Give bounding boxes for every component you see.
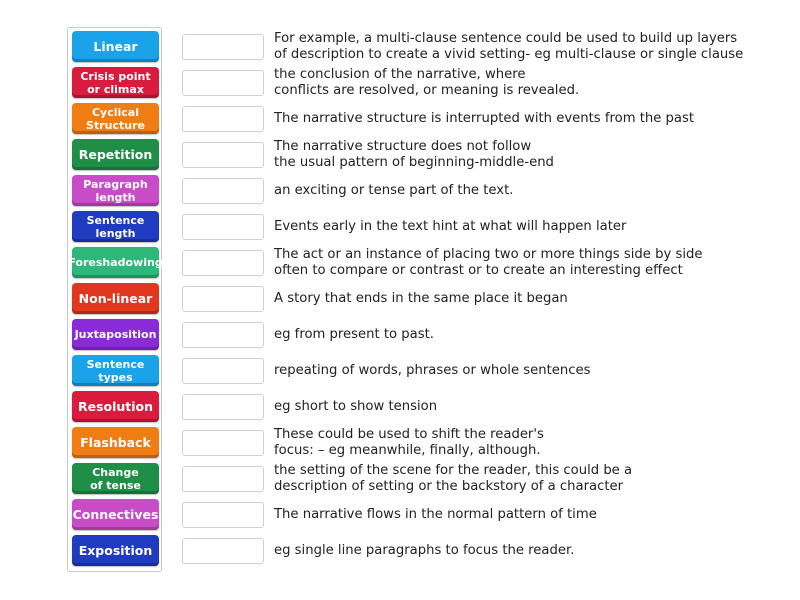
- tile-crisis-point-or-climax[interactable]: Crisis point or climax: [72, 67, 159, 98]
- answer-drop-box[interactable]: [182, 178, 264, 204]
- description-text: Events early in the text hint at what will happen later: [274, 219, 627, 234]
- answer-drop-box[interactable]: [182, 538, 264, 564]
- answer-drop-box[interactable]: [182, 34, 264, 60]
- description-text: eg from present to past.: [274, 327, 434, 342]
- tile-sentence-length[interactable]: Sentence length: [72, 211, 159, 242]
- answer-drop-box[interactable]: [182, 286, 264, 312]
- tile-resolution[interactable]: Resolution: [72, 391, 159, 422]
- tile-foreshadowing[interactable]: Foreshadowing: [72, 247, 159, 278]
- description-text: For example, a multi-clause sentence could be used to build up layers of description to create a vivid setting- eg multi-clause or single clause: [274, 31, 744, 62]
- description-text: the conclusion of the narrative, where conflicts are resolved, or meaning is revealed.: [274, 67, 580, 98]
- tile-paragraph-length[interactable]: Paragraph length: [72, 175, 159, 206]
- description-text: The narrative structure does not follow the usual pattern of beginning-middle-end: [274, 139, 554, 170]
- tile-linear[interactable]: Linear: [72, 31, 159, 62]
- answer-drop-box[interactable]: [182, 142, 264, 168]
- description-text: the setting of the scene for the reader, this could be a description of setting or the backstory of a character: [274, 463, 633, 494]
- answer-drop-box[interactable]: [182, 358, 264, 384]
- description-text: repeating of words, phrases or whole sentences: [274, 363, 591, 378]
- answer-drop-box[interactable]: [182, 394, 264, 420]
- tile-connectives[interactable]: Connectives: [72, 499, 159, 530]
- answer-drop-box[interactable]: [182, 250, 264, 276]
- answer-drop-box[interactable]: [182, 430, 264, 456]
- description-text: an exciting or tense part of the text.: [274, 183, 514, 198]
- description-text: eg short to show tension: [274, 399, 438, 414]
- tile-change-of-tense[interactable]: Change of tense: [72, 463, 159, 494]
- tile-exposition[interactable]: Exposition: [72, 535, 159, 566]
- tile-sentence-types[interactable]: Sentence types: [72, 355, 159, 386]
- answer-drop-box[interactable]: [182, 466, 264, 492]
- description-text: A story that ends in the same place it began: [274, 291, 568, 306]
- answer-drop-box[interactable]: [182, 106, 264, 132]
- description-text: The narrative structure is interrupted with events from the past: [274, 111, 695, 126]
- description-text: These could be used to shift the reader's focus: – eg meanwhile, finally, although.: [274, 427, 544, 458]
- tile-flashback[interactable]: Flashback: [72, 427, 159, 458]
- description-text: The act or an instance of placing two or more things side by side often to compare or contrast or to create an interesting effect: [274, 247, 703, 278]
- tile-non-linear[interactable]: Non-linear: [72, 283, 159, 314]
- description-text: eg single line paragraphs to focus the reader.: [274, 543, 575, 558]
- tile-repetition[interactable]: Repetition: [72, 139, 159, 170]
- answer-drop-box[interactable]: [182, 70, 264, 96]
- tile-cyclical-structure[interactable]: Cyclical Structure: [72, 103, 159, 134]
- answer-drop-box[interactable]: [182, 214, 264, 240]
- answer-drop-box[interactable]: [182, 502, 264, 528]
- answer-drop-box[interactable]: [182, 322, 264, 348]
- description-text: The narrative flows in the normal pattern of time: [274, 507, 597, 522]
- tile-juxtaposition[interactable]: Juxtaposition: [72, 319, 159, 350]
